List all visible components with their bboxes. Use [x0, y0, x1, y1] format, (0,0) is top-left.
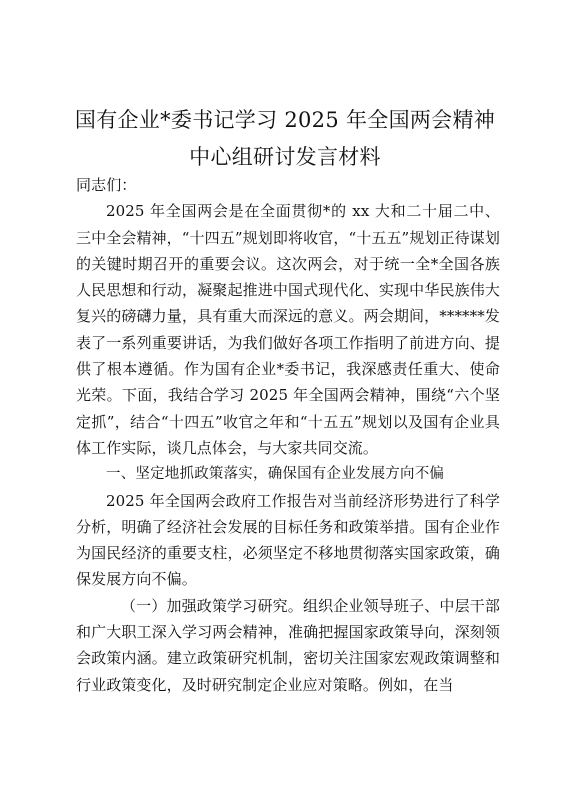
intro-paragraph: 2025 年全国两会是在全面贯彻*的 xx 大和二十届二中、三中全会精神，“十四五”规划即将收官，“十五五”规划正待谋划的关键时期召开的重要会议。这次两会，对于统一全*全国各族人民思想和行动，凝聚起推进中国式现代化、实现中华民族伟大复兴的磅礴力量，具有重大而深远的意义。两会期间，******发表了一系列重要讲话，为我们做好各项工作指明了前进方向、提供了根本遵循。作为国有企业*委书记，我深感责任重大、使命光荣。下面，我结合学习 2025 年全国两会精神，围绕“六个坚定抓”，结合“十四五”收官之年和“十五五”规划以及国有企业具体工作实际，谈几点体会，与大家共同交流。	[76, 202, 500, 457]
section-heading: 一、坚定地抓政策落实，确保国有企业发展方向不偏	[106, 466, 445, 483]
document-title-line-2: 中心组研讨发言材料	[189, 145, 381, 169]
document-body	[76, 172, 500, 698]
document-title-line-1: 国有企业*委书记学习 2025 年全国两会精神	[74, 108, 496, 132]
salutation: 同志们：	[76, 176, 137, 194]
section-paragraph: 2025 年全国两会政府工作报告对当前经济形势进行了科学分析，明确了经济社会发展的目标任务和政策举措。国有企业作为国民经济的重要支柱，必须坚定不移地贯彻落实国家政策，确保发展方向不偏。	[76, 491, 500, 589]
subsection-paragraph: （一）加强政策学习研究。组织企业领导班子、中层干部和广大职工深入学习两会精神，准确把握国家政策导向，深刻领会政策内涵。建立政策研究机制，密切关注国家宏观政策调整和行业政策变化，及时研究制定企业应对策略。例如，在当	[76, 596, 500, 694]
